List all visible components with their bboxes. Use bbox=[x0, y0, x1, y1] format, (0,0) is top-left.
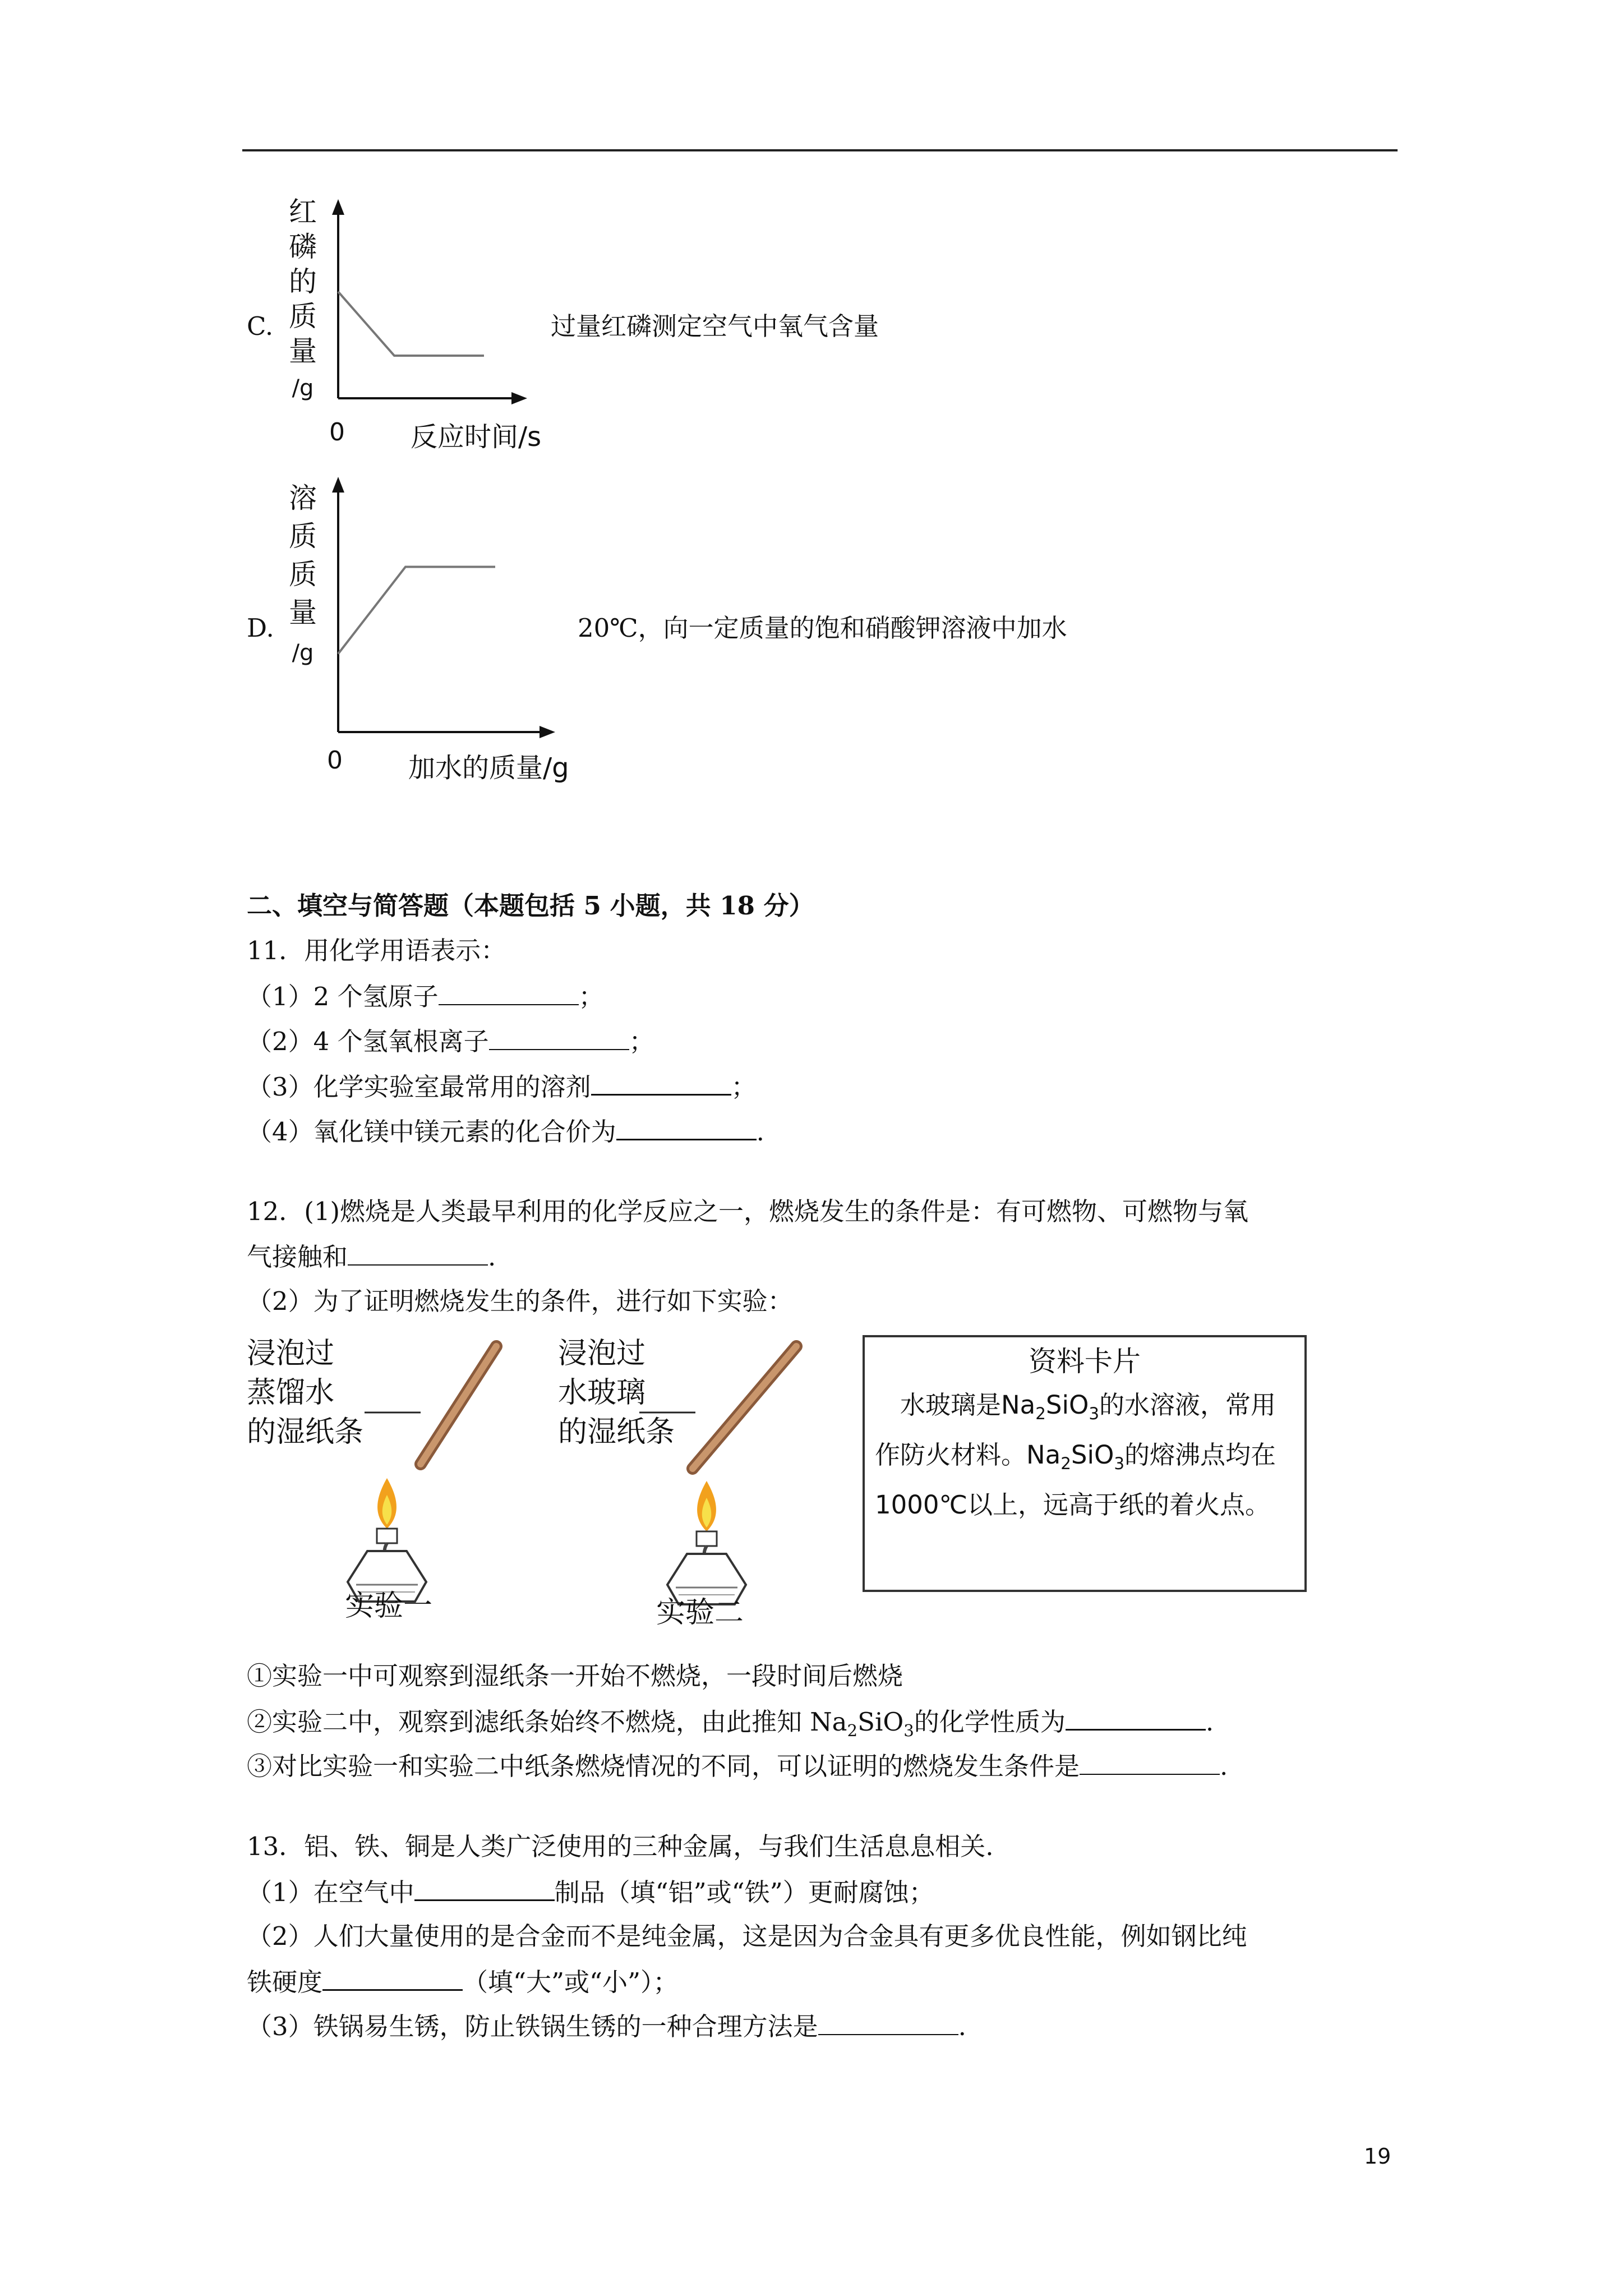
q11-blank-4[interactable] bbox=[616, 1114, 757, 1140]
y-axis-label-char: 质 bbox=[289, 520, 317, 553]
q13-item-2-line-2: 铁硬度 （填“大”或“小”）； bbox=[247, 1964, 679, 1999]
q11-item-3: （3）化学实验室最常用的溶剂 ； bbox=[247, 1069, 757, 1104]
q12-blank-3[interactable] bbox=[1080, 1749, 1220, 1775]
q13-stem: 13．铝、铁、铜是人类广泛使用的三种金属，与我们生活息息相关. bbox=[247, 1832, 994, 1861]
q11-blank-3[interactable] bbox=[591, 1069, 731, 1096]
section-heading: 二、填空与简答题（本题包括 5 小题，共 18 分） bbox=[247, 891, 814, 921]
d-series-line bbox=[338, 567, 495, 654]
q12-blank-2[interactable] bbox=[1066, 1704, 1206, 1731]
q12-blank-1[interactable] bbox=[348, 1240, 488, 1266]
info-card-body: 水玻璃是$Na_2SiO_3$的水溶液，常用作防火材料。$Na_2SiO_3$的熔沸点均在 1000℃以上，远高于纸的着火点。 bbox=[875, 1390, 1276, 1520]
option-d-caption: 20℃，向一定质量的饱和硝酸钾溶液中加水 bbox=[578, 613, 1067, 643]
q13-item-3: （3）铁锅易生锈，防止铁锅生锈的一种合理方法是 . bbox=[247, 2009, 966, 2044]
c-y-arrow bbox=[332, 199, 344, 215]
c-x-axis-label: 反应时间/s bbox=[411, 421, 542, 453]
q11-stem: 11．用化学用语表示： bbox=[247, 936, 506, 965]
exp2-illustration bbox=[639, 1335, 886, 1616]
exp1-label: 浸泡过 蒸馏水 的湿纸条 bbox=[247, 1337, 364, 1449]
y-axis-label-char: 质 bbox=[289, 300, 317, 333]
y-axis-label-char: 量 bbox=[289, 335, 317, 367]
option-d-chart bbox=[280, 471, 594, 785]
d-x-arrow bbox=[540, 726, 555, 738]
q11-item-2: （2）4 个氢氧根离子 ； bbox=[247, 1024, 654, 1059]
y-axis-label-char: 质 bbox=[289, 558, 317, 591]
y-axis-label-char: /g bbox=[292, 640, 314, 666]
y-axis-label-char: 溶 bbox=[289, 482, 317, 514]
c-x-arrow bbox=[511, 392, 527, 404]
exp2-label: 浸泡过 水玻璃 的湿纸条 bbox=[558, 1337, 675, 1449]
exp2-flame-icon bbox=[697, 1481, 716, 1531]
q13-item-2-line-1: （2）人们大量使用的是合金而不是纯金属，这是因为合金具有更多优良性能，例如钢比纯 bbox=[247, 1921, 1247, 1951]
c-origin-label: 0 bbox=[329, 418, 345, 447]
y-axis-label-char: 量 bbox=[289, 596, 317, 629]
q12-observation-1: ①实验一中可观察到湿纸条一开始不燃烧，一段时间后燃烧 bbox=[247, 1661, 903, 1691]
q12-observation-3: ③对比实验一和实验二中纸条燃烧情况的不同，可以证明的燃烧发生条件是 . bbox=[247, 1749, 1228, 1783]
exp1-flame-icon bbox=[377, 1478, 396, 1529]
q12-observation-2: ②实验二中，观察到滤纸条始终不燃烧，由此推知 $Na_2SiO_3$的化学性质为 . bbox=[247, 1704, 1214, 1747]
d-y-arrow bbox=[332, 477, 344, 493]
q13-blank-3[interactable] bbox=[818, 2009, 958, 2035]
y-axis-label-char: /g bbox=[292, 375, 314, 401]
q11-blank-2[interactable] bbox=[489, 1024, 629, 1050]
option-c-chart bbox=[280, 194, 594, 463]
c-series-line bbox=[338, 292, 484, 356]
exp2-caption: 实验二 bbox=[656, 1596, 744, 1630]
q11-item-4: （4）氧化镁中镁元素的化合价为 . bbox=[247, 1114, 764, 1149]
exp1-caption: 实验一 bbox=[345, 1589, 433, 1623]
y-axis-label-char: 磷 bbox=[289, 231, 317, 263]
info-card-title: 资料卡片 bbox=[1029, 1345, 1141, 1378]
q13-item-1: （1）在空气中 制品（填“铝”或“铁”）更耐腐蚀； bbox=[247, 1875, 934, 1910]
d-origin-label: 0 bbox=[327, 746, 343, 775]
option-d-label: D. bbox=[247, 613, 274, 643]
option-c-label: C. bbox=[247, 311, 274, 341]
q13-blank-1[interactable] bbox=[414, 1875, 555, 1901]
q11-blank-1[interactable] bbox=[439, 979, 579, 1005]
header-rule bbox=[242, 149, 1398, 151]
option-c-caption: 过量红磷测定空气中氧气含量 bbox=[551, 311, 879, 341]
q13-blank-2[interactable] bbox=[322, 1964, 463, 1991]
y-axis-label-char: 红 bbox=[289, 196, 317, 228]
d-x-axis-label: 加水的质量/g bbox=[408, 752, 569, 784]
q12-line-3: （2）为了证明燃烧发生的条件，进行如下实验： bbox=[247, 1286, 793, 1316]
q12-line-2: 气接触和 . bbox=[247, 1240, 496, 1274]
q11-item-1: （1）2 个氢原子 ； bbox=[247, 979, 604, 1014]
y-axis-label-char: 的 bbox=[289, 265, 317, 298]
info-card bbox=[863, 1335, 1307, 1592]
q12-line-1: 12．(1)燃烧是人类最早利用的化学反应之一，燃烧发生的条件是：有可燃物、可燃物与氧 bbox=[247, 1197, 1249, 1226]
page-number: 19 bbox=[1364, 2144, 1391, 2169]
exp1-illustration bbox=[325, 1335, 572, 1616]
